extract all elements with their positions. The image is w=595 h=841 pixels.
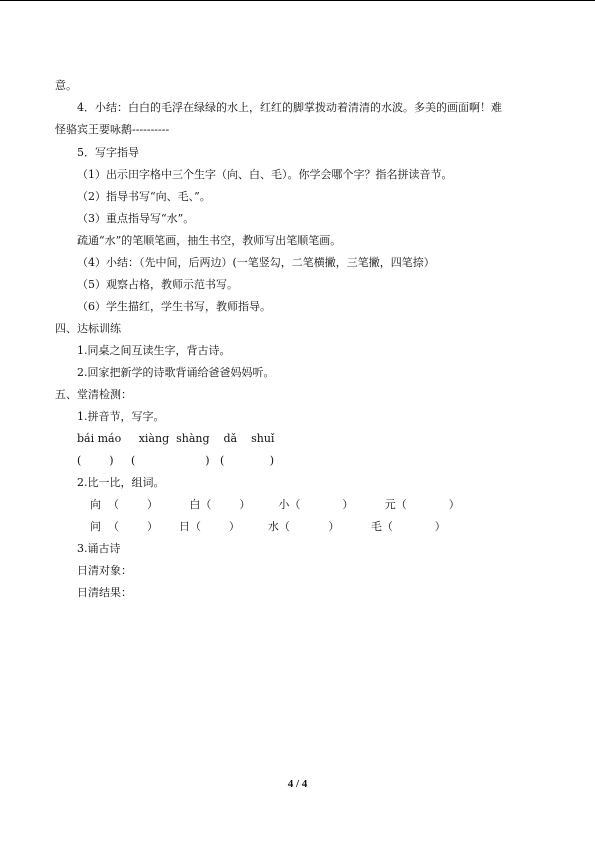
summary-line: 4．小结：白白的毛浮在绿绿的水上，红红的脚掌拨动着清清的水波。多美的画面啊！难 bbox=[77, 101, 502, 114]
blank-parentheses: ( ) ( ) ( ) bbox=[77, 454, 275, 467]
step-4: （4）小结：（先中间，后两边）(一笔竖勾，二笔横撇，三笔撇，四笔捺） bbox=[77, 256, 435, 269]
exercise-2: 2.回家把新学的诗歌背诵给爸爸妈妈听。 bbox=[77, 366, 275, 379]
text-line: 意。 bbox=[55, 79, 77, 92]
step-6: （6）学生描红，学生书写，教师指导。 bbox=[77, 300, 271, 313]
top-rule bbox=[0, 0, 595, 1]
section-writing-guide: 5．写字指导 bbox=[77, 146, 139, 159]
test-3: 3.诵古诗 bbox=[77, 542, 121, 555]
daily-target: 日清对象： bbox=[77, 564, 132, 577]
step-2: （2）指导书写“向、毛、”。 bbox=[77, 190, 211, 203]
step-1: （1）出示田字格中三个生字（向、白、毛）。你学会哪个字？指名拼读音节。 bbox=[77, 168, 453, 181]
test-1: 1.拼音节，写字。 bbox=[77, 410, 165, 423]
test-2: 2.比一比，组词。 bbox=[77, 476, 165, 489]
stroke-order-line: 疏通“水”的笔顺笔画，抽生书空，教师写出笔顺笔画。 bbox=[77, 234, 342, 247]
pinyin-line: bái máo xiàng shàng dǎ shuǐ bbox=[77, 432, 275, 445]
daily-result: 日清结果： bbox=[77, 586, 132, 599]
step-3: （3）重点指导写“水”。 bbox=[77, 212, 195, 225]
compare-row-2: 问 （ ） 日（ ） 水（ ） 毛（ ） bbox=[90, 520, 446, 533]
section-heading-5: 五、堂清检测： bbox=[55, 388, 132, 401]
compare-row-1: 向 （ ） 白（ ） 小（ ） 元（ ） bbox=[90, 498, 460, 511]
page-number: 4 / 4 bbox=[287, 778, 308, 790]
section-heading-4: 四、达标训练 bbox=[55, 322, 121, 335]
step-5: （5）观察占格，教师示范书写。 bbox=[77, 278, 238, 291]
exercise-1: 1.同桌之间互读生字，背古诗。 bbox=[77, 344, 231, 357]
summary-line-cont: 怪骆宾王要咏鹅---------- bbox=[55, 123, 170, 136]
